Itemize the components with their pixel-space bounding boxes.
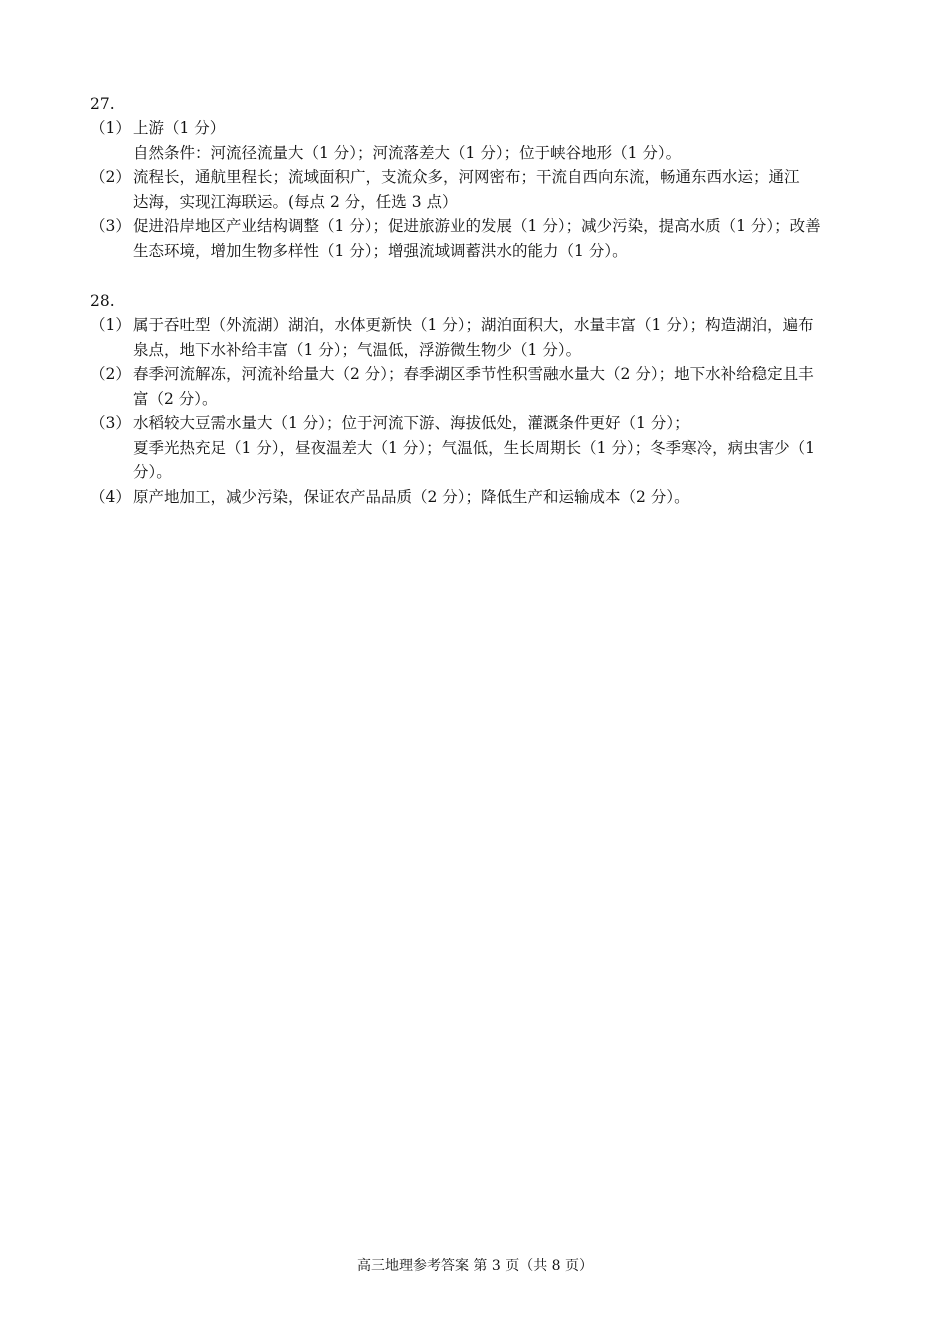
answer-item [90, 362, 865, 411]
answer-item [90, 165, 865, 214]
answer-item-label: （2） [90, 168, 131, 186]
answer-item-label: （4） [90, 487, 131, 506]
answer-item-label: （3） [90, 217, 131, 235]
answer-item-label: （3） [90, 414, 131, 432]
answer-line: 自然条件：河流径流量大（1 分）；河流落差大（1 分）；位于峡谷地形（1 分）。 [133, 143, 682, 162]
answer-item [90, 116, 865, 165]
answer-sheet [90, 92, 865, 535]
answer-item-label: （1） [90, 316, 131, 334]
answer-item [90, 214, 865, 263]
answer-line: 富（2 分）。 [133, 389, 218, 408]
answer-item [90, 313, 865, 362]
answer-line: 达海，实现江海联运。(每点 2 分，任选 3 点） [133, 192, 458, 211]
answer-item [90, 485, 865, 510]
answer-line: 促进沿岸地区产业结构调整（1 分）；促进旅游业的发展（1 分）；减少污染，提高水质（1 分）；改善 [133, 217, 821, 235]
answer-item-label: （2） [90, 365, 131, 383]
question-28 [90, 289, 865, 509]
answer-line: 水稻较大豆需水量大（1 分）；位于河流下游、海拔低处，灌溉条件更好（1 分）； [133, 414, 690, 432]
answer-line: 流程长，通航里程长；流域面积广，支流众多，河网密布；干流自西向东流，畅通东西水运；通江 [133, 168, 800, 186]
question-27 [90, 92, 865, 263]
answer-line: 分）。 [133, 463, 172, 481]
answer-line: 夏季光热充足（1 分），昼夜温差大（1 分）；气温低，生长周期长（1 分）；冬季寒冷，病虫害少（1 [133, 438, 815, 457]
answer-item-label: （1） [90, 119, 131, 137]
answer-line: 春季河流解冻，河流补给量大（2 分）；春季湖区季节性积雪融水量大（2 分）；地下水补给稳定且丰 [133, 365, 814, 383]
answer-item [90, 411, 865, 485]
answer-line: 生态环境，增加生物多样性（1 分）；增强流域调蓄洪水的能力（1 分）。 [133, 241, 628, 260]
answer-line: 原产地加工，减少污染，保证农产品品质（2 分）；降低生产和运输成本（2 分）。 [133, 487, 690, 506]
answer-line: 泉点，地下水补给丰富（1 分）；气温低，浮游微生物少（1 分）。 [133, 340, 582, 359]
question-number: 28. [90, 292, 115, 310]
page-footer: 高三地理参考答案 第 3 页（共 8 页） [356, 1258, 594, 1274]
answer-line: 上游（1 分） [133, 119, 226, 137]
answer-line: 属于吞吐型（外流湖）湖泊，水体更新快（1 分）；湖泊面积大，水量丰富（1 分）；构造湖泊，遍布 [133, 316, 814, 334]
question-number: 27. [90, 95, 115, 113]
